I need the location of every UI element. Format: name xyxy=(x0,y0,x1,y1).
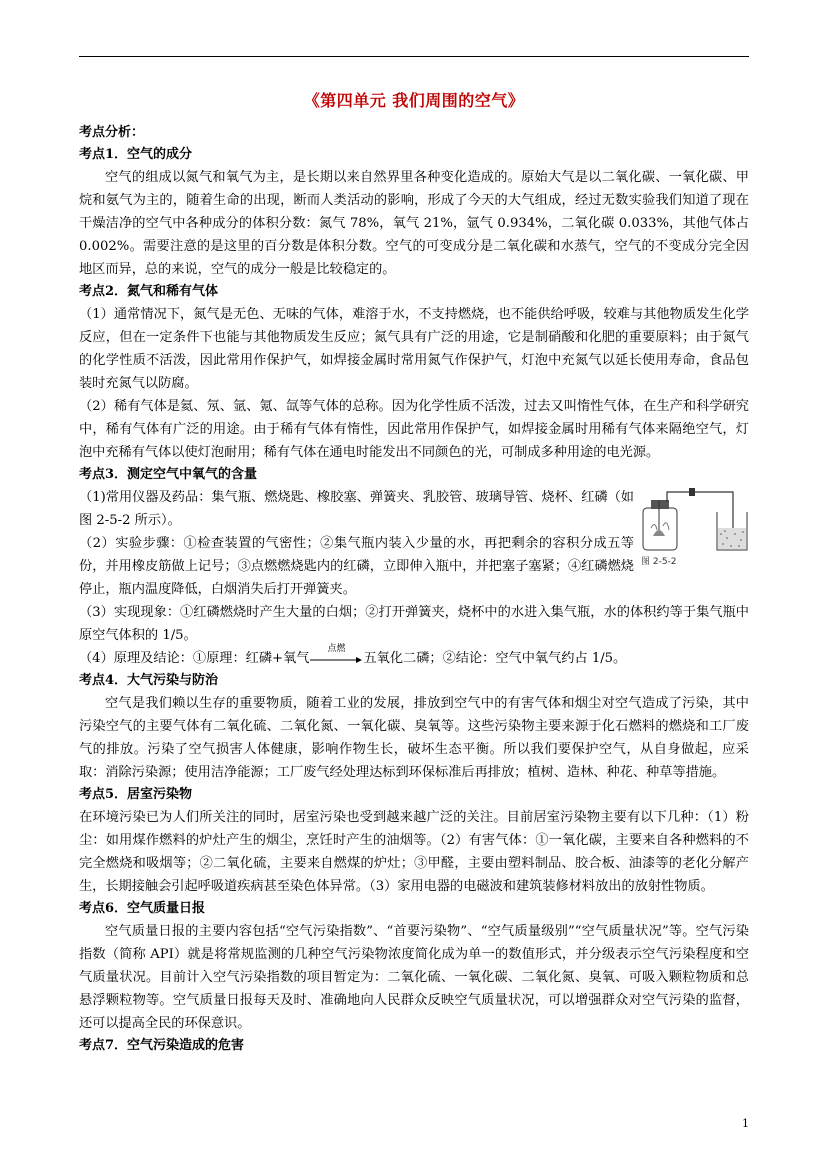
equation-left: （4）原理及结论：①原理：红磷+氧气 xyxy=(79,651,310,666)
analysis-heading: 考点分析： xyxy=(79,125,145,140)
section-heading: 考点6．空气质量日报 xyxy=(79,901,206,916)
section-paragraph: 空气的组成以氮气和氧气为主，是长期以来自然界里各种变化造成的。原始大气是以二氧化碳、一氧化碳、甲烷和氨气为主的，随着生命的出现，断而人类活动的影响，形成了今天的大气组成，经过无数实验我们知道了现在干燥洁净的空气中各种成分的体积分数：氮气 78%，氧气 21%，氩气 0.934%，二氧化碳 0.033%，其他气体占 0.002%。需要注意的是这里的百分数是体积分数。空气的可变成分是二氧化碳和水蒸气，空气的不变成分完全因地区而异，总的来说，空气的成分一般是比较稳定的。 xyxy=(79,170,749,277)
reaction-condition: 点燃 xyxy=(327,643,346,654)
section-1 xyxy=(79,144,749,281)
section-paragraph-equation xyxy=(79,643,749,670)
equation-right: 五氧化二磷；②结论：空气中氧气约占 1/5。 xyxy=(363,651,627,666)
section-4 xyxy=(79,670,749,784)
section-6 xyxy=(79,898,749,1035)
reaction-arrow xyxy=(310,643,362,666)
section-3 xyxy=(79,464,749,670)
section-paragraph: 空气质量日报的主要内容包括“空气污染指数”、“首要污染物”、“空气质量级别”“空气质量状况”等。空气污染指数（简称 API）就是将常规监测的几种空气污染物浓度简化成为单一的数值形式，并分级表示空气污染程度和空气质量状况。目前计入空气污染指数的项目暂定为：二氧化硫、一氧化碳、二氧化氮、臭氧、可吸入颗粒物质和总悬浮颗粒物等。空气质量日报每天及时、准确地向人民群众反映空气质量状况，可以增强群众对空气污染的监督，还可以提高全民的环保意识。 xyxy=(79,924,749,1031)
section-paragraph: （3）实现现象：①红磷燃烧时产生大量的白烟；②打开弹簧夹，烧杯中的水进入集气瓶，水的体积约等于集气瓶中原空气体积的 1/5。 xyxy=(79,605,749,643)
section-paragraph: （1)常用仪器及药品：集气瓶、燃烧匙、橡胶塞、弹簧夹、乳胶管、玻璃导管、烧杯、红磷（如图 2-5-2 所示）。 xyxy=(79,490,634,528)
document-page xyxy=(79,86,749,1057)
section-7 xyxy=(79,1035,749,1057)
section-paragraph: 空气是我们赖以生存的重要物质，随着工业的发展，排放到空气中的有害气体和烟尘对空气造成了污染，其中污染空气的主要气体有二氧化硫、二氧化氮、一氧化碳、臭氧等。这些污染物主要来源于化石燃料的燃烧和工厂废气的排放。污染了空气损害人体健康，影响作物生长，破坏生态平衡。所以我们要保护空气，从自身做起，应采取：消除污染源；使用洁净能源；工厂废气经处理达标到环保标准后再排放；植树、造林、种花、种草等措施。 xyxy=(79,696,749,780)
section-2 xyxy=(79,281,749,464)
section-heading: 考点1．空气的成分 xyxy=(79,147,193,162)
apparatus-figure xyxy=(637,484,749,574)
header-rule xyxy=(79,56,749,57)
section-paragraph: （2）实验步骤：①检查装置的气密性；②集气瓶内装入少量的水，再把剩余的容积分成五等份，并用橡皮筋做上记号；③点燃燃烧匙内的红磷，立即伸入瓶中，并把塞子塞紧；④红磷燃烧停止，瓶内温度降低，白烟消失后打开弹簧夹。 xyxy=(79,536,634,597)
arrow-icon xyxy=(310,657,362,663)
page-number: 1 xyxy=(742,1117,749,1130)
section-heading: 考点4．大气污染与防治 xyxy=(79,673,219,688)
section-5 xyxy=(79,784,749,898)
figure-caption: 图 2-5-2 xyxy=(641,557,677,567)
section-heading: 考点7．空气污染造成的危害 xyxy=(79,1038,245,1053)
section-paragraph: （1）通常情况下，氮气是无色、无味的气体，难溶于水，不支持燃烧，也不能供给呼吸，较难与其他物质发生化学反应，但在一定条件下也能与其他物质发生反应；氮气具有广泛的用途，它是制硝酸和化肥的重要原料；由于氮气的化学性质不活泼，因此常用作保护气，如焊接金属时常用氮气作保护气，灯泡中充氮气以延长使用寿命，食品包装时充氮气以防腐。 xyxy=(79,307,749,391)
section-heading: 考点5．居室污染物 xyxy=(79,787,193,802)
section-heading: 考点3．测定空气中氧气的含量 xyxy=(79,467,258,482)
apparatus-diagram-icon xyxy=(637,484,749,554)
section-heading: 考点2．氮气和稀有气体 xyxy=(79,284,219,299)
document-title: 《第四单元 我们周围的空气》 xyxy=(303,91,525,110)
section-paragraph: 在环境污染已为人们所关注的同时，居室污染也受到越来越广泛的关注。目前居室污染物主要有以下几种：（1）粉尘：如用煤作燃料的炉灶产生的烟尘，烹饪时产生的油烟等。（2）有害气体：①一氧化碳，主要来自各种燃料的不完全燃烧和吸烟等；②二氧化硫，主要来自燃煤的炉灶；③甲醛，主要由塑料制品、胶合板、油漆等的老化分解产生，长期接触会引起呼吸道疾病甚至染色体异常。（3）家用电器的电磁波和建筑装修材料放出的放射性物质。 xyxy=(79,810,749,894)
section-paragraph: （2）稀有气体是氦、氖、氩、氪、氙等气体的总称。因为化学性质不活泼，过去又叫惰性气体，在生产和科学研究中，稀有气体有广泛的用途。由于稀有气体有惰性，因此常用作保护气，如焊接金属时用稀有气体来隔绝空气，灯泡中充稀有气体以使灯泡耐用；稀有气体在通电时能发出不同颜色的光，可制成多种用途的电光源。 xyxy=(79,399,749,460)
